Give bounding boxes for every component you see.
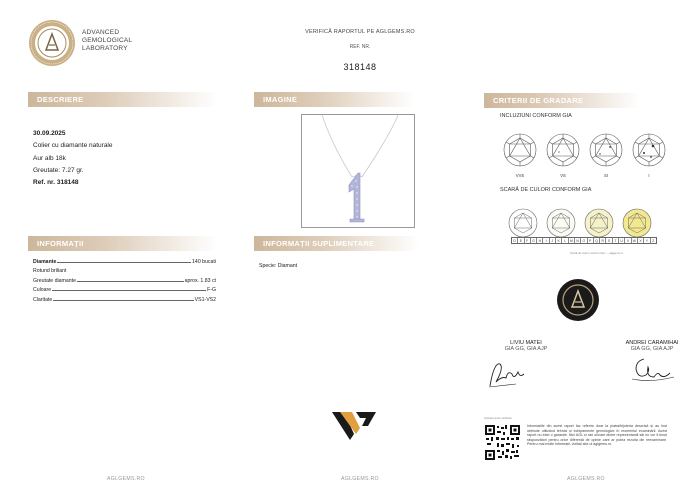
description-block [33,128,113,189]
color-grade-cell: X [638,238,644,243]
color-grade-cell: L [562,238,568,243]
signatory-name: LIVIU MATEI [510,340,542,346]
footer-website-right[interactable]: AGLGEMS.RO [567,476,605,482]
info-row [33,274,216,284]
signatory-title: GIA GG, GIA AJP [630,346,674,352]
color-grade-cell: S [606,238,612,243]
color-grade-cell: J [550,238,556,243]
info-label: Claritate [33,296,53,303]
info-label: Culoare [33,287,52,293]
color-grade-cell: D [512,238,518,243]
handwritten-signature [630,355,676,385]
info-value: F-G [207,287,216,293]
color-grade-cell: R [600,238,606,243]
qr-heading: Scanați pentru verificare [484,417,512,420]
ref-nr-label: REF. NR. [349,44,371,50]
clarity-diamond-vs [545,132,581,178]
verify-report-text: VERIFICĂ RAPORTUL PE AGLGEMS.RO [305,29,415,35]
clarity-label: VS [560,173,566,178]
info-label: Diamante [33,258,57,265]
color-grade-cell: Z [652,239,655,243]
handwritten-signature [486,356,526,390]
info-label: Rotund briliant [33,268,67,274]
color-grade-cell: H [537,238,543,243]
description-line: Greutate: 7.27 gr. [33,166,84,174]
section-header-informatii-suplimentare: INFORMAȚII SUPLIMENTARE [254,236,419,251]
color-grade-cell: I [543,238,549,243]
color-grade-cell: K [556,238,562,243]
clarity-diamond-si [588,132,624,178]
necklace-pendant-image [302,115,415,228]
clarity-label: VVS [515,173,525,178]
footer-website-left[interactable]: AGLGEMS.RO [107,476,145,482]
signature-block [612,340,692,352]
info-value: 140 bucati [192,258,216,265]
signatory-name: ANDREI CARAMIHAI [625,340,679,346]
color-diamond-sample [543,205,579,241]
info-table [33,255,216,303]
color-grade-cell: Y [644,238,650,243]
color-diamond-sample [581,205,617,241]
color-grade-cell: F [525,238,531,243]
info-label: Greutate diamante [33,277,76,284]
clarity-diamond-vvs [502,132,538,178]
info-row [33,265,216,275]
section-header-descriere: DESCRIERE [28,92,218,107]
color-diamond-sample [619,205,655,241]
color-grade-cell: E [518,238,524,243]
ref-nr-value: 318148 [343,62,377,72]
info-value: VS1-VS2 [194,296,216,303]
color-grade-scale [511,237,657,244]
specie-text: Specie: Diamant [259,263,298,269]
color-grade-cell: V [625,238,631,243]
color-grade-cell: N [575,238,581,243]
product-image [301,114,415,228]
info-row [33,293,216,303]
clarity-title: INCLUZIUNI CONFORM GIA [500,113,572,119]
lab-seal-logo [28,19,76,67]
lab-stamp-seal [556,278,600,322]
clarity-label: I [648,173,650,178]
description-line: Colier cu diamante naturale [33,142,113,150]
section-header-imagine: IMAGINE [254,92,414,107]
description-ref: Ref. nr. 318148 [33,179,79,187]
color-grade-cell: O [581,238,587,243]
clarity-diamond-i [631,132,667,178]
description-line: Aur alb 18k [33,154,66,162]
color-diamond-sample [505,205,541,241]
color-scale-note: Scară de culori conform GIA — aglgems.ro [570,251,624,255]
color-grade-cell: Q [594,238,600,243]
description-date: 30.09.2025 [33,130,66,137]
clarity-label: SI [604,173,608,178]
signature-block [486,340,566,352]
color-grade-cell: G [531,238,537,243]
section-header-criterii: CRITERII DE GRADARE [484,93,640,108]
color-grade-cell: W [632,239,636,243]
info-row [33,284,216,294]
signatory-title: GIA GG, GIA AJP [504,346,548,352]
info-value: aprox. 1.83 ct [184,277,216,284]
section-header-informatii: INFORMAȚII [28,236,218,251]
qr-code[interactable] [484,424,521,461]
color-grade-cell: P [588,238,594,243]
lab-name: ADVANCED GEMOLOGICAL LABORATORY [82,29,133,52]
legal-notice: Informațiile din acest raport fac referire doar la piatra/bijuteria descrisă și au fost obținute utilizând tehnici și echipamente gemologice în momentul examinării. Acest raport nu este o garanție. Nici AGL și nici oricare dintre reprezentanții săi nu vor fi ținuți răspunzători pentru orice diferență de opinie care ar putea rezulta din reexaminare. Pentru mai multe informații, vizitați site-ul aglgems.ro. [527,424,667,447]
color-scale-title: SCARĂ DE CULORI CONFORM GIA [500,187,592,193]
color-grade-cell: M [569,238,575,243]
color-grade-cell: T [613,238,619,243]
color-grade-cell: U [619,238,625,243]
info-row [33,255,216,265]
brand-logo [330,408,378,442]
footer-website-center[interactable]: AGLGEMS.RO [341,476,379,482]
